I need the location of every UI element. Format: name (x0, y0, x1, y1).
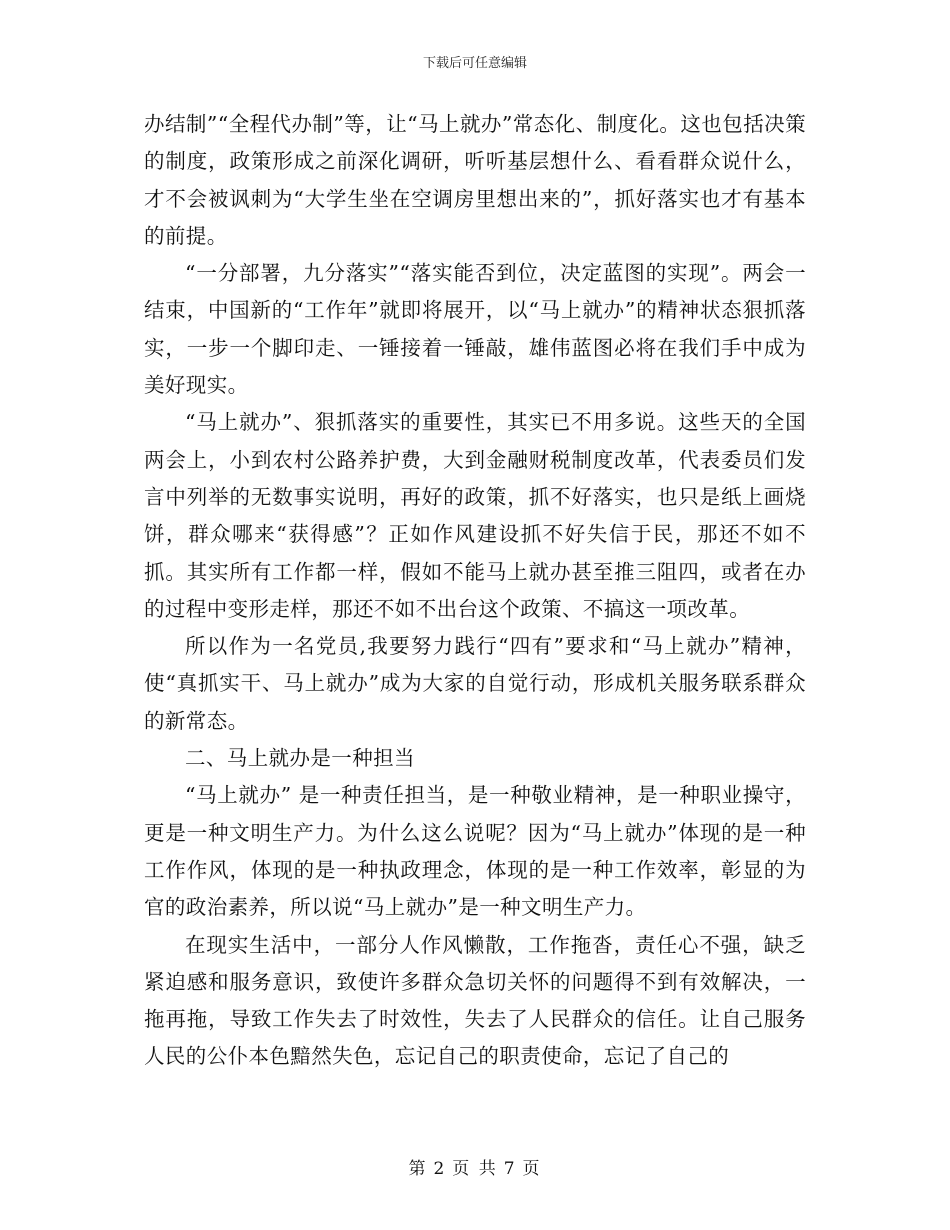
page-footer (0, 1154, 950, 1179)
paragraph: 在现实生活中，一部分人作风懒散，工作拖沓，责任心不强，缺乏紧迫感和服务意识，致使许多群众急切关怀的问题得不到有效解决，一拖再拖，导致工作失去了时效性，失去了人民群众的信任。让自己服务人民的公仆本色黯然失色，忘记自己的职责使命，忘记了自己的 (144, 932, 806, 1069)
paragraph: 办结制”“全程代办制”等，让“马上就办”常态化、制度化。这也包括决策的制度，政策形成之前深化调研，听听基层想什么、看看群众说什么，才不会被讽刺为“大学生坐在空调房里想出来的”，抓好落实也才有基本的前提。 (144, 112, 806, 248)
paragraph: “一分部署，九分落实”“落实能否到位，决定蓝图的实现”。两会一结束，中国新的“工作年”就即将展开，以“马上就办”的精神状态狠抓落实，一步一个脚印走、一锤接着一锤敲，雄伟蓝图必将在我们手中成为美好现实。 (144, 261, 806, 398)
section-heading: 二、马上就办是一种担当 (185, 746, 415, 771)
footer-middle: 页 共 (452, 1159, 498, 1179)
page-header: 下载后可任意编辑 (422, 56, 527, 71)
page-total: 7 (503, 1159, 517, 1179)
paragraph: 所以作为一名党员,我要努力践行“四有”要求和“马上就办”精神，使“真抓实干、马上就办”成为大家的自觉行动，形成机关服务联系群众的新常态。 (144, 634, 806, 733)
footer-suffix: 页 (522, 1159, 542, 1179)
footer-prefix: 第 (408, 1159, 428, 1179)
paragraph: “马上就办” 是一种责任担当，是一种敬业精神，是一种职业操守，更是一种文明生产力。为什么这么说呢？因为“马上就办”体现的是一种工作作风，体现的是一种执政理念，体现的是一种工作效率，彰显的为官的政治素养，所以说“马上就办”是一种文明生产力。 (144, 783, 806, 920)
paragraph: “马上就办”、狠抓落实的重要性，其实已不用多说。这些天的全国两会上，小到农村公路养护费，大到金融财税制度改革，代表委员们发言中列举的无数事实说明，再好的政策，抓不好落实，也只是纸上画烧饼，群众哪来“获得感”？正如作风建设抓不好失信于民，那还不如不抓。其实所有工作都一样，假如不能马上就办甚至推三阻四，或者在办的过程中变形走样，那还不如不出台这个政策、不搞这一项改革。 (144, 410, 806, 621)
page-number: 2 (433, 1159, 447, 1179)
document-body (144, 106, 806, 1076)
